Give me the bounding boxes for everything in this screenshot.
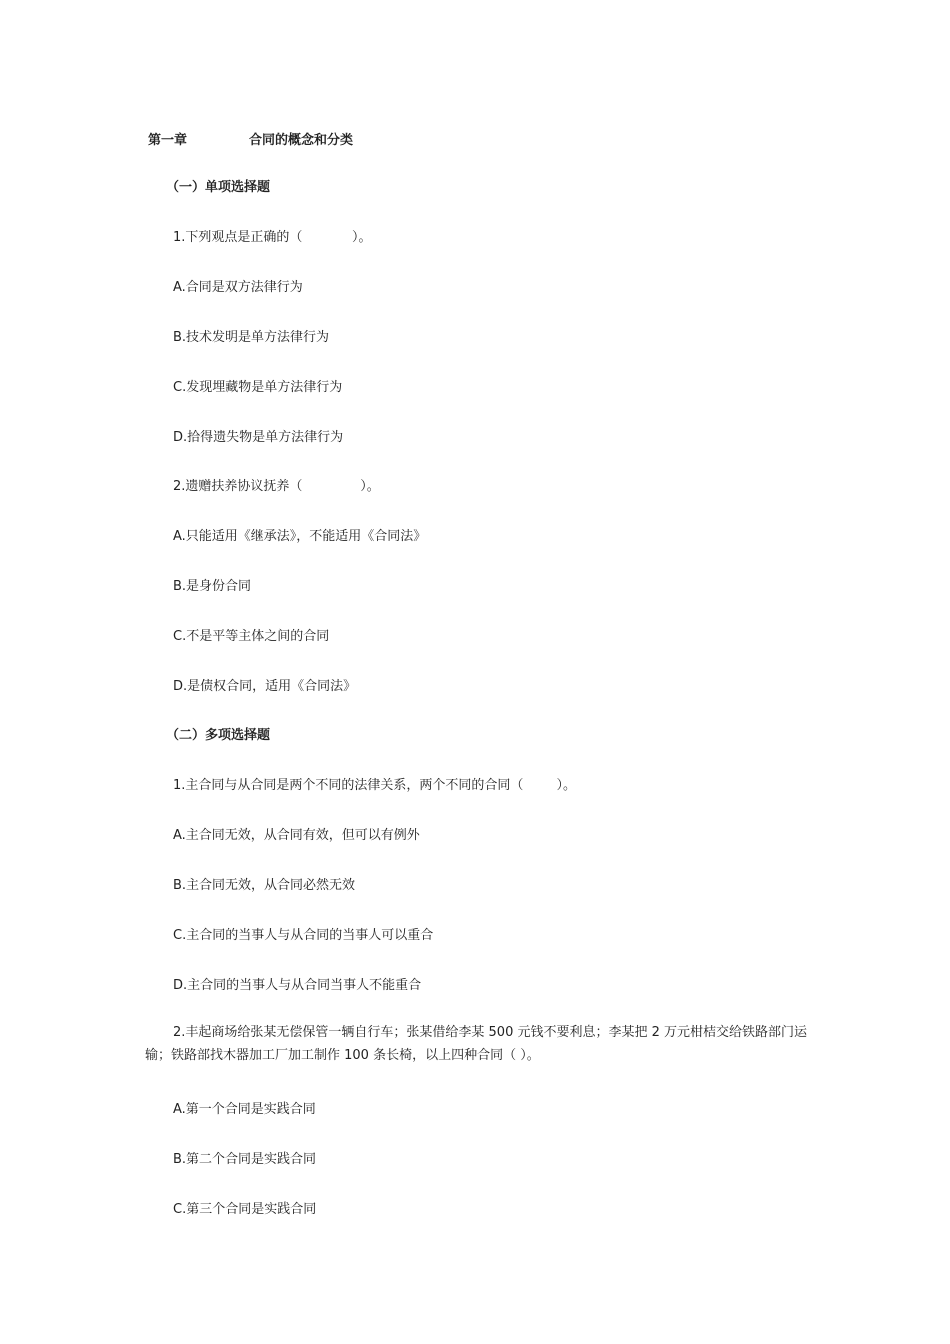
question-stem: 2.遗赠扶养协议抚养（ ）。 (173, 479, 380, 494)
section-heading-single-choice: （一）单项选择题 (166, 180, 271, 195)
option-b: B.主合同无效，从合同必然无效 (173, 878, 356, 893)
option-b: B.技术发明是单方法律行为 (173, 330, 330, 345)
section-heading-multiple-choice: （二）多项选择题 (166, 728, 271, 743)
chapter-number: 第一章 (148, 133, 188, 148)
option-a: A.只能适用《继承法》，不能适用《合同法》 (173, 529, 427, 544)
option-a: A.合同是双方法律行为 (173, 280, 303, 295)
option-b: B.是身份合同 (173, 579, 252, 594)
option-c: C.主合同的当事人与从合同的当事人可以重合 (173, 928, 434, 943)
option-c: C.第三个合同是实践合同 (173, 1202, 317, 1217)
option-d: D.主合同的当事人与从合同当事人不能重合 (173, 978, 422, 993)
option-b: B.第二个合同是实践合同 (173, 1152, 317, 1167)
chapter-title: 合同的概念和分类 (249, 133, 354, 148)
option-c: C.发现埋藏物是单方法律行为 (173, 380, 343, 395)
option-d: D.拾得遗失物是单方法律行为 (173, 430, 344, 445)
question-stem: 2.丰起商场给张某无偿保管一辆自行车；张某借给李某 500 元钱不要利息；李某把 2 万元柑桔交给铁路部门运输；铁路部找木器加工厂加工制作 100 条长椅，以上四种合同（ ）。 (145, 1025, 808, 1063)
option-d: D.是债权合同，适用《合同法》 (173, 679, 357, 694)
question-stem: 1.下列观点是正确的（ ）。 (173, 230, 372, 245)
option-a: A.第一个合同是实践合同 (173, 1102, 316, 1117)
question-stem: 1.主合同与从合同是两个不同的法律关系，两个不同的合同（ ）。 (173, 778, 576, 793)
option-a: A.主合同无效，从合同有效，但可以有例外 (173, 828, 420, 843)
option-c: C.不是平等主体之间的合同 (173, 629, 330, 644)
